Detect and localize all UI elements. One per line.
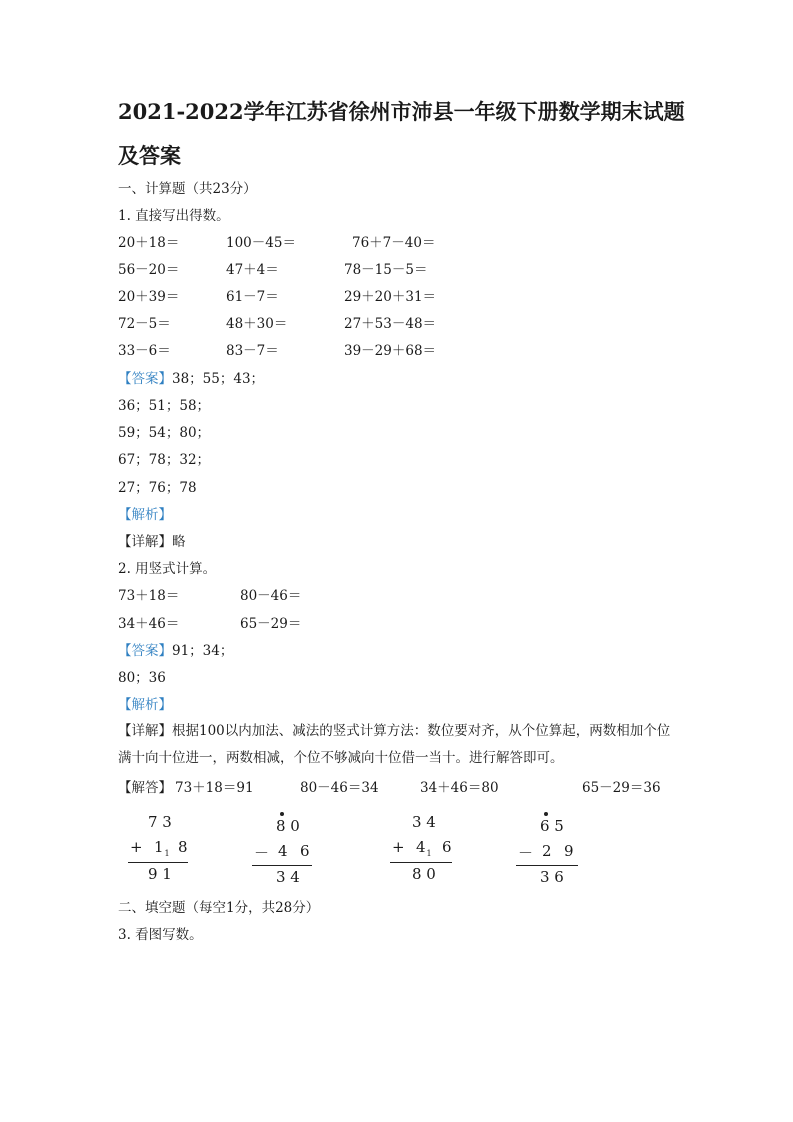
vertical-mid-tens: 2 <box>542 842 552 860</box>
vertical-operator: － <box>254 844 270 862</box>
solution-equation: 73＋18＝91 <box>175 780 254 796</box>
detail-text: 根据100以内加法、减法的竖式计算方法：数位要对齐，从个位算起，两数相加个位满十向十位进一，两数相减，个位不够减向十位借一当十。进行解答即可。 <box>118 723 671 766</box>
vertical-result: 9 1 <box>148 865 172 883</box>
vertical-top: 6 5 <box>540 817 564 835</box>
answer-tag: 【答案】 <box>118 371 172 387</box>
analysis-tag: 【解析】 <box>118 507 172 523</box>
q1-cell: 47＋4＝ <box>226 262 279 278</box>
vertical-mid-ones: 6 <box>300 842 310 860</box>
detail-tag: 【详解】 <box>118 723 172 739</box>
q1-cell: 76＋7－40＝ <box>352 235 436 251</box>
answer-text: 80；36 <box>118 670 166 686</box>
vertical-mid-tens: 4 <box>278 842 288 860</box>
carry-digit: 1 <box>426 849 432 858</box>
detail-text: 略 <box>172 534 186 550</box>
vertical-top: 7 3 <box>148 813 172 831</box>
answer-text: 36；51；58； <box>118 398 211 414</box>
detail-tag: 【详解】 <box>118 534 172 550</box>
q1-cell: 78－15－5＝ <box>344 262 428 278</box>
q1-detail-line <box>118 532 186 552</box>
vertical-top: 3 4 <box>412 813 436 831</box>
vertical-rule <box>252 865 312 866</box>
vertical-mid-tens: $4_1$ <box>416 838 432 858</box>
q2-detail-paragraph <box>118 718 680 772</box>
vertical-operator: + <box>392 838 405 856</box>
vertical-mid-ones: 6 <box>442 838 452 856</box>
q1-cell: 20＋39＝ <box>118 289 180 305</box>
answer-text: 59；54；80； <box>118 425 211 441</box>
q1-cell: 20＋18＝ <box>118 235 180 251</box>
vertical-mid-tens: $1_1$ <box>154 838 170 858</box>
q2-cell: 73＋18＝ <box>118 588 180 604</box>
q1-cell: 83－7＝ <box>226 343 279 359</box>
q1-cell: 29＋20＋31＝ <box>344 289 437 305</box>
solution-tag: 【解答】 <box>118 780 172 796</box>
answer-text: 91；34； <box>172 643 234 659</box>
answer-text: 67；78；32； <box>118 452 211 468</box>
vertical-mid-ones: 9 <box>564 842 574 860</box>
q2-cell: 34＋46＝ <box>118 616 180 632</box>
q2-answer-line <box>118 641 233 661</box>
q1-cell: 48＋30＝ <box>226 316 288 332</box>
q1-cell: 39－29＋68＝ <box>344 343 437 359</box>
q1-cell: 72－5＝ <box>118 316 171 332</box>
carry-digit: 1 <box>164 849 170 858</box>
vertical-rule <box>390 862 452 863</box>
q1-cell: 27＋53－48＝ <box>344 316 437 332</box>
vertical-rule <box>128 862 188 863</box>
vertical-top: 8 0 <box>276 817 300 835</box>
q2-cell: 65－29＝ <box>240 616 302 632</box>
vertical-operator: + <box>130 838 143 856</box>
solution-equation: 80－46＝34 <box>300 780 379 796</box>
borrow-dot <box>280 812 284 816</box>
vertical-result: 8 0 <box>412 865 436 883</box>
section-heading-2: 二、填空题（每空1分，共28分） <box>118 900 320 916</box>
vertical-operator: － <box>518 844 534 862</box>
vertical-calc-4 <box>516 810 586 890</box>
q1-cell: 100－45＝ <box>226 235 296 251</box>
answer-text: 27；76；78 <box>118 480 197 496</box>
vertical-rule <box>516 865 578 866</box>
page-title: 2021-2022学年江苏省徐州市沛县一年级下册数学期末试题及答案 <box>118 99 685 168</box>
vertical-result: 3 4 <box>276 868 300 886</box>
solution-equation: 34＋46＝80 <box>420 780 499 796</box>
question-1-label: 1. 直接写出得数。 <box>118 208 230 224</box>
vertical-mid-ones: 8 <box>178 838 188 856</box>
vertical-calc-2 <box>252 810 322 890</box>
section-heading-1: 一、计算题（共23分） <box>118 181 257 197</box>
analysis-tag: 【解析】 <box>118 697 172 713</box>
borrow-dot <box>544 812 548 816</box>
vertical-calc-3 <box>390 810 460 890</box>
vertical-calc-1 <box>128 810 198 890</box>
q1-cell: 56－20＝ <box>118 262 180 278</box>
answer-tag: 【答案】 <box>118 643 172 659</box>
vertical-result: 3 6 <box>540 868 564 886</box>
q1-cell: 61－7＝ <box>226 289 279 305</box>
answer-text: 38；55；43； <box>172 371 265 387</box>
q1-cell: 33－6＝ <box>118 343 171 359</box>
question-3-label: 3. 看图写数。 <box>118 927 203 943</box>
solution-equation: 65－29＝36 <box>582 780 661 796</box>
question-2-label: 2. 用竖式计算。 <box>118 561 217 577</box>
q1-answer-line <box>118 369 264 389</box>
q2-cell: 80－46＝ <box>240 588 302 604</box>
